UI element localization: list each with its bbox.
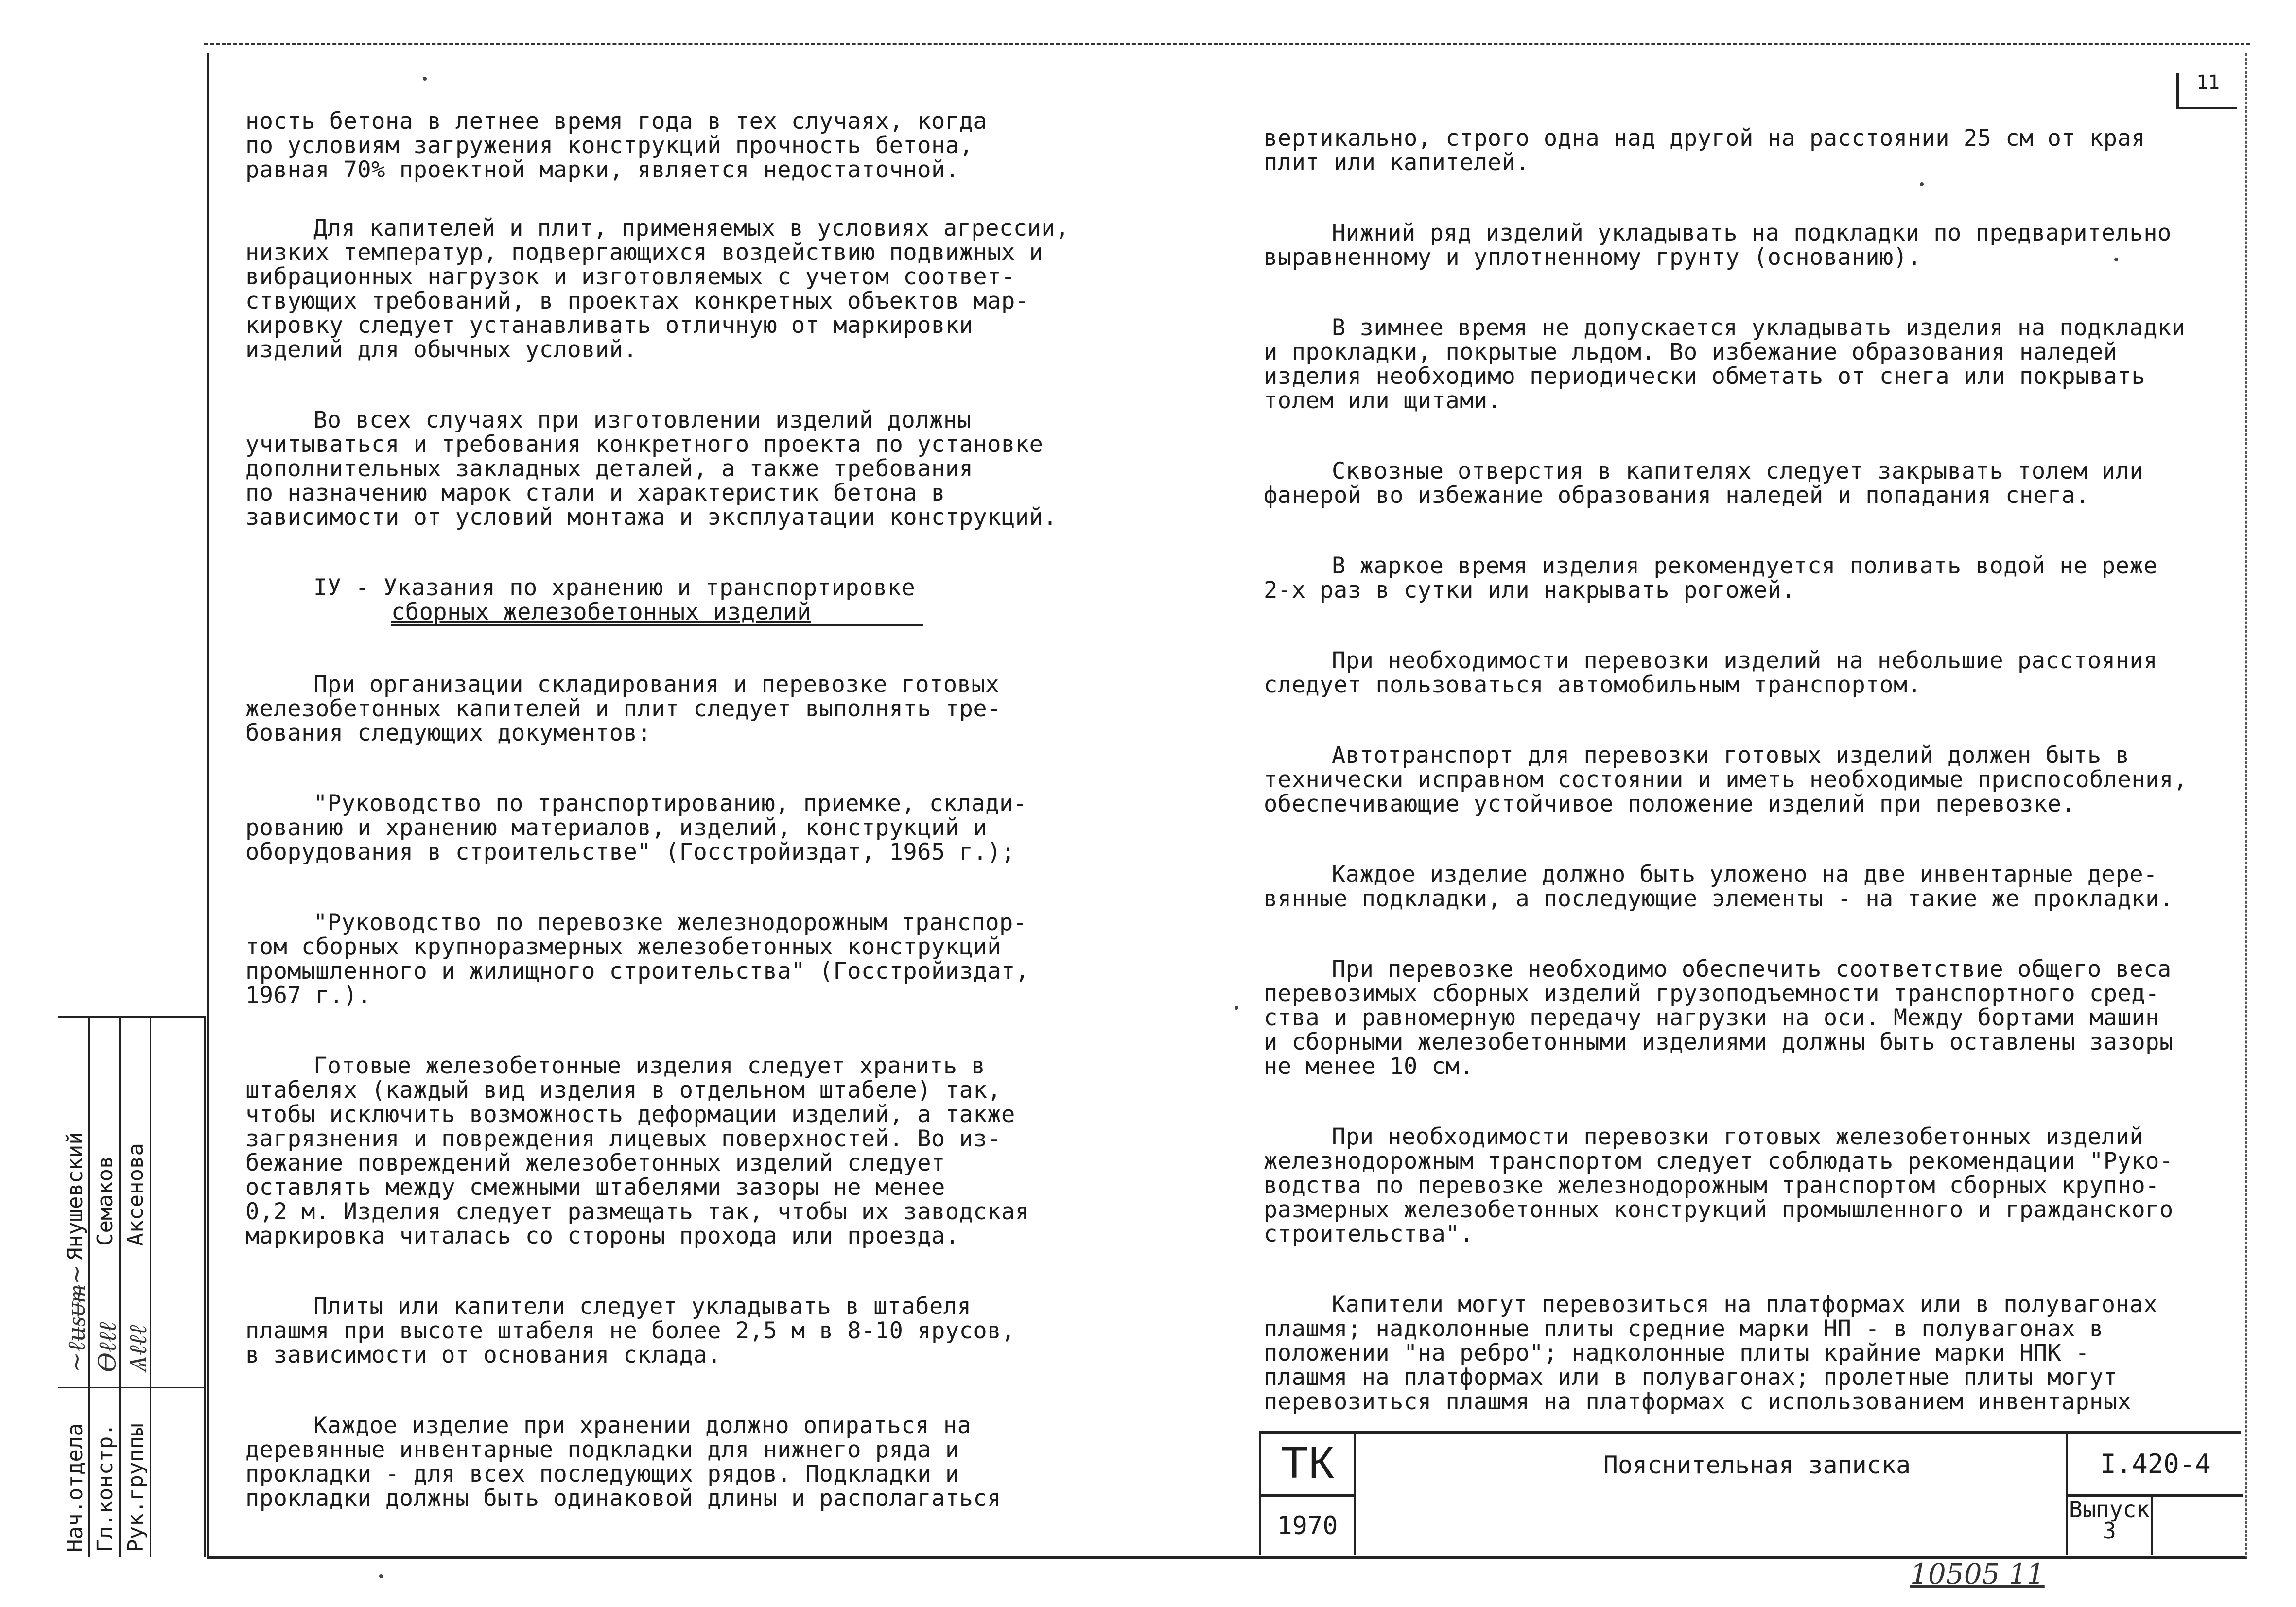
paragraph: вертикально, строго одна над другой на расстоянии 25 см от края плит или капителей. [1264,125,2146,176]
year: 1970 [1259,1497,1356,1555]
paragraph: Сквозные отверстия в капителях следует закрывать толем или фанерой во избежание образования наледей и попадания снега. [1264,458,2144,509]
signature-stamp [58,1016,206,1557]
stamp-name: Аксенова [123,1143,148,1246]
document-title: Пояснительная записка [1603,1451,1911,1479]
section-heading-title: IУ - Указания по хранению и транспортировке [313,574,916,601]
paragraph: При необходимости перевозки готовых железобетонных изделий железнодорожным транспортом следует соблюдать рекомендации "Руко- водства по перевозке железнодорожным транспортом сборных крупно- размерных железобетонных конструкций промышленного и гражданского строительства". [1264,1123,2174,1247]
title-block [1259,1431,2241,1555]
signature: Ѧℓℓℓ [124,1325,152,1372]
issue-number: 3 [2103,1518,2116,1544]
right-column [1264,126,2202,1460]
paragraph: При необходимости перевозки изделий на небольшие расстояния следует пользоваться автомобильным транспортом. [1264,647,2157,698]
stamp-name: Янушевский [63,1132,87,1261]
signature: Ѳℓℓℓ [93,1322,122,1372]
issue-label: Выпуск [2069,1496,2150,1522]
scan-speck [1235,1006,1238,1010]
paragraph: Капители могут перевозиться на платформах или в полувагонах плашмя; надколонные плиты средние марки НП - в полувагонах в положении "на ребро"; надколонные плиты крайние марки НПК - плашмя на платформах или в полувагонах; пролетные плиты могут перевозиться плашмя на платформах с использованием инвентарных [1264,1291,2157,1415]
paragraph: При организации складирования и перевозке готовых железобетонных капителей и плит следует выполнять тре- бования следующих документов: [245,671,1002,746]
left-column [245,109,1103,1557]
paragraph: Каждое изделие при хранении должно опираться на деревянные инвентарные подкладки для нижнего ряда и прокладки - для всех последующих рядов. Подкладки и прокладки должны быть одинаковой длины и располагаться [245,1412,1002,1512]
paragraph: При перевозке необходимо обеспечить соответствие общего веса перевозимых сборных изделий грузоподъемности транспортного сред- ства и равномерную передачу нагрузки на оси. Между бортами машин и сборными железобетонными изделиями должны быть оставлены зазоры не менее 10 см. [1264,956,2174,1080]
issue-cell [2066,1497,2153,1555]
stamp-divider [119,1018,121,1557]
series-code: I.420-4 [2066,1434,2243,1497]
paragraph: Нижний ряд изделий укладывать на подкладки по предварительно выравненному и уплотненному грунту (основанию). [1264,220,2172,271]
paragraph: В жаркое время изделия рекомендуется поливать водой не реже 2-х раз в сутки или накрывать рогожей. [1264,553,2157,604]
paragraph: "Руководство по транспортированию, приемке, склади- рованию и хранению материалов, изделий, конструкций и оборудования в строительстве" (Госстройиздат, 1965 г.); [245,790,1027,865]
organization-code: ТК [1259,1434,1356,1497]
paragraph: Каждое изделие должно быть уложено на две инвентарные дере- вянные подкладки, а последующие элементы - на такие же прокладки. [1264,861,2174,912]
scan-speck [423,77,427,81]
stamp-divider [150,1018,151,1557]
section-heading-subtitle: сборных железобетонных изделий [391,600,923,626]
paragraph: Для капителей и плит, применяемых в условиях агрессии, низких температур, подвергающихся воздействию подвижных и вибрационных нагрузок и изготовляемых с учетом соответ- ствующих требований, в проектах конкретных объектов мар- кировку следует устанавливать отличную от маркировки изделий для обычных условий. [245,215,1070,363]
paragraph: Во всех случаях при изготовлении изделий должны учитываться и требования конкретного проекта по установке дополнительных закладных деталей, а также требования по назначению марок стали и характеристик бетона в зависимости от условий монтажа и эксплуатации конструкций. [245,407,1058,531]
paragraph: "Руководство по перевозке железнодорожным транспор- том сборных крупноразмерных железобетонных конструкций промышленного и жилищного строительства" (Госстройиздат, 1967 г.). [245,909,1029,1009]
scan-speck [379,1574,383,1578]
stamp-role: Нач.отдела [63,1423,87,1552]
stamp-role: Гл.констр. [93,1423,118,1552]
archive-number: 10505 11 [1910,1557,2045,1590]
stamp-name: Семаков [93,1156,118,1246]
signature: ~ℓʉᵴᵾᵯ~ [62,1264,90,1372]
paragraph: Готовые железобетонные изделия следует хранить в штабелях (каждый вид изделия в отдельном штабеле) так, чтобы исключить возможность деформации изделий, а также загрязнения и повреждения лицевых поверхностей. Во из- бежание повреждений железобетонных изделий следует оставлять между смежными штабелями зазоры не менее 0,2 м. Изделия следует размещать так, чтобы их заводская маркировка читалась со стороны прохода или проезда. [245,1053,1029,1249]
section-heading [245,576,1103,626]
scan-speck [1920,182,1924,186]
sheet-number: 11 [2176,73,2237,109]
page-border-top [204,43,2250,45]
stamp-role: Рук.группы [123,1423,148,1552]
paragraph: В зимнее время не допускается укладывать изделия на подкладки и прокладки, покрытые льдом. Во избежание образования наледей изделия необходимо периодически обметать от снега или покрывать толем или щитами. [1264,314,2186,414]
scan-speck [2114,258,2118,261]
paragraph: Плиты или капители следует укладывать в штабеля плашмя при высоте штабеля не более 2,5 м в 8-10 ярусов, в зависимости от основания склада. [245,1293,1015,1368]
paragraph: ность бетона в летнее время года в тех случаях, когда по условиям загружения конструкций прочность бетона, равная 70% проектной марки, является недостаточной. [245,108,988,183]
paragraph: Автотранспорт для перевозки готовых изделий должен быть в технически исправном состоянии и иметь необходимые приспособления, обеспечивающие устойчивое положение изделий при перевозке. [1264,742,2188,817]
stamp-divider [58,1387,204,1388]
